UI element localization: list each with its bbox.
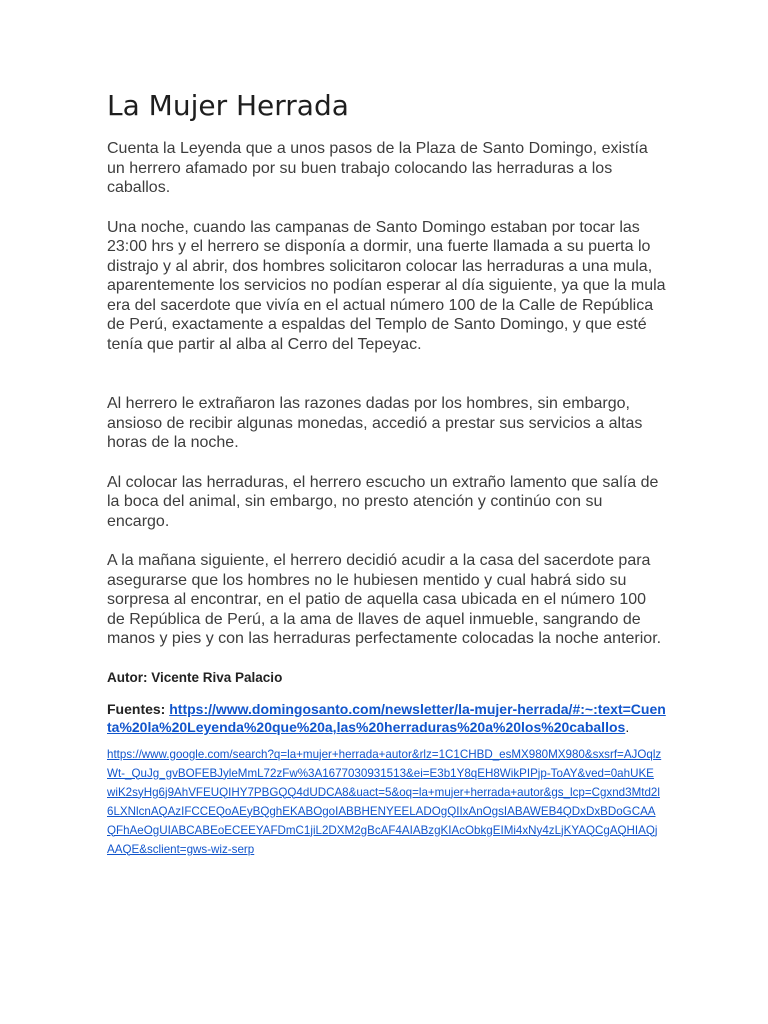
paragraph-3: Al herrero le extrañaron las razones dadas por los hombres, sin embargo, ansioso de recibir algunas monedas, accedió a prestar sus servicios a altas horas de la noche. bbox=[107, 395, 643, 451]
sources-link[interactable]: https://www.domingosanto.com/newsletter/la-mujer-herrada/#:~:text=Cuenta%20la%20Leyenda%20que%20a,las%20herraduras%20a%20los%20caballos bbox=[107, 700, 666, 735]
paragraph-2: Una noche, cuando las campanas de Santo Domingo estaban por tocar las 23:00 hrs y el herrero se disponía a dormir, una fuerte llamada a su puerta lo distrajo y al abrir, dos hombres solicitaron colocar las herraduras a una mula, aparentemente los servicios no podían esperar al día siguiente, ya que la mula era del sacerdote que vivía en el actual número 100 de la Calle de República de Perú, exactamente a espaldas del Templo de Santo Domingo, y que esté tenía que partir al alba al Cerro del Tepeyac. bbox=[107, 218, 666, 353]
paragraph-1: Cuenta la Leyenda que a unos pasos de la Plaza de Santo Domingo, existía un herrero afamado por su buen trabajo colocando las herraduras a los caballos. bbox=[107, 140, 648, 196]
paragraph-4: Al colocar las herraduras, el herrero escucho un extraño lamento que salía de la boca del animal, sin embargo, no presto atención y continúo con su encargo. bbox=[107, 473, 659, 530]
google-search-link[interactable]: https://www.google.com/search?q=la+mujer+herrada+autor&rlz=1C1CHBD_esMX980MX980&sxsrf=AJOqlzWt-_QuJg_gvBOFEBJyleMmL72zFw%3A1677030931513&ei=E3b1Y8qEH8WikPIPjp-ToAY&ved=0ahUKEwiK2syHg6j9AhVFEUQIHY7PBGQQ4dUDCA8&uact=5&oq=la+mujer+herrada+autor&gs_lcp=Cgxnd3Mtd2l6LXNlcnAQAzIFCCEQoAEyBQghEKABOgoIABBHENYEELADOgQIIxAnOgsIABAWEB4QDxDxBDoGCAAQFhAeOgUIABCABEoECEEYAFDmC1jiL2DXM2gBcAF4AIABzgKIAcObkgEIMi4xNy4zLjKYAQCgAQHIAQjAAQE&sclient=gws-wiz-serp bbox=[107, 747, 662, 856]
author-line: Autor: Vicente Riva Palacio bbox=[107, 669, 283, 685]
sources-label: Fuentes: bbox=[107, 700, 166, 717]
sources-line bbox=[107, 700, 667, 737]
sources-period: . bbox=[625, 719, 630, 735]
document-title: La Mujer Herrada bbox=[107, 89, 349, 122]
paragraph-5: A la mañana siguiente, el herrero decidió acudir a la casa del sacerdote para asegurarse que los hombres no le hubiesen mentido y cual habrá sido su sorpresa al encontrar, en el patio de aquella casa ubicada en el número 100 de República de Perú, a la ama de llaves de aquel inmueble, sangrando de manos y pies y con las herraduras perfectamente colocadas la noche anterior. bbox=[107, 552, 662, 647]
document-page bbox=[107, 88, 667, 859]
